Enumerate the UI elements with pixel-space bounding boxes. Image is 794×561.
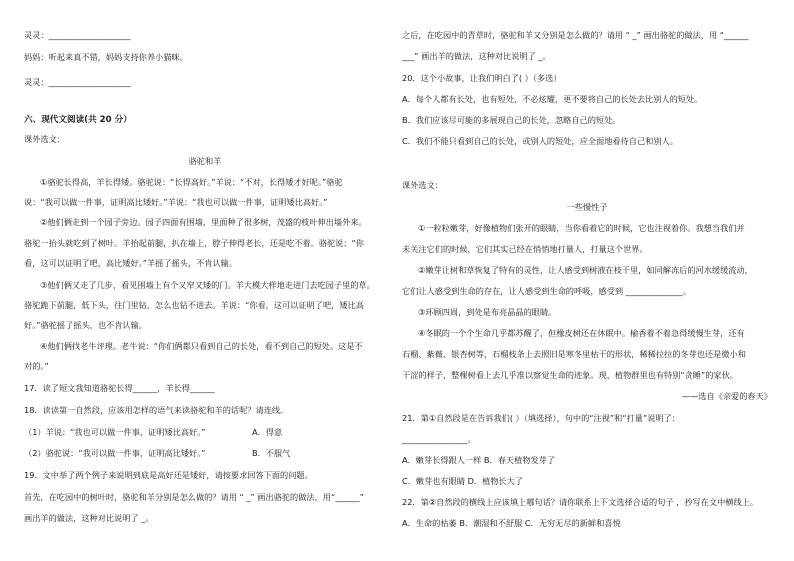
question-19: 19．文中举了两个例子来说明到底是高好还是矮好，请按要求回答下面的问题。 [24, 470, 313, 480]
passage2-line: ④冬眠的一个个生命几乎都苏醒了，但橡皮树还在休眠中。榆香着不着急得缓慢生芽，还有 [418, 328, 745, 338]
passage2-line: 它们让人感受到生命的存在，让人感受到生命的呼吸，感受到 ______________。 [402, 286, 692, 296]
passage2-source: ——选自《亲爱的春天》 [681, 391, 772, 401]
passage-line: ④他们俩找老牛评理。老牛说：“你们俩都只看到自己的长处，看不到自己的短处。这是不 [40, 341, 363, 351]
extra-reading-label: 课外选文： [24, 134, 65, 144]
q19-line-1: 首先，在吃园中的树叶时，骆驼和羊分别是怎么做的？请用 “ _” 画出骆驼的做法，用“______” [24, 492, 364, 502]
passage2-line: 干涩的样子，整棵树看上去几乎准以察觉生命的迹象。现，植物群里也有特别“贪睡”的家伙。 [402, 370, 738, 380]
dialogue-lingling-2: 灵灵：____________________ [24, 77, 131, 87]
passage2-line: ③环顾四周，到处是布亮晶晶的眼睛。 [418, 307, 557, 317]
q18-item-2: （2）骆驼说：“我可以做一件事，证明高比矮好。” [24, 448, 206, 458]
passage-line: 对的。” [24, 361, 49, 371]
q18-option-b: B．不服气 [252, 448, 291, 458]
question-21: 21．第①自然段是在告诉我们( ）（填选择），句中的“注视”和“打量”说明了： [402, 413, 680, 423]
q20-option-a: A．每个人都有长处，也有短处，不必炫耀，更不要将自己的长处去比别人的短处。 [402, 94, 703, 104]
passage-line: 骆驼一抬头就吃到了树叶。羊抬起前腿，扒在墙上，脖子伸得老长，还是吃不着。骆驼说：“你 [24, 238, 364, 248]
q19-continued-2: ___” 画出羊的做法，这种对比说明了 _。 [402, 51, 551, 61]
dialogue-lingling-1: 灵灵：____________________ [24, 30, 131, 40]
question-17: 17．读了短文我知道骆驼长得______，羊长得______ [24, 383, 215, 393]
q22-options: A．生命的枯萎 B．潮湿和不舒服 C．无穷无尽的新鲜和喜悦 [402, 518, 621, 528]
q19-line-2: 画出羊的做法，这种对比说明了 _。 [24, 513, 154, 523]
passage-line: ①骆驼长得高，羊长得矮。骆驼说：“长得高好。”羊说：“不对，长得矮才好呢。”骆驼 [40, 177, 343, 187]
q19-continued-1: 之后，在吃园中的青草时，骆驼和羊又分别是怎么做的？请用 “ _” 画出骆驼的做法，用 “______ [402, 30, 749, 40]
section-title: 六、现代文阅读(共 20 分） [24, 115, 132, 125]
passage2-line: 石榴、紫薇、银杏树等，石榴枝条上去照旧是寒冬里枯干的形状，稀稀拉拉的冬芽也还是微小和 [402, 349, 746, 359]
q20-option-b: B．我们应该尽可能的多展现自己的长处，忽略自己的短处。 [402, 115, 621, 125]
q21-options-ab: A．嫩芽长得跟人一样 B．春天植物发芽了 [402, 455, 556, 465]
passage2-line: 未关注它们的时候，它们其实已经在悄悄地打量人，打量这个世界。 [402, 244, 648, 254]
passage-line: 说：“我可以做一件事，证明高比矮好。”羊说：“我也可以做一件事，证明矮比高好。” [24, 197, 328, 207]
q21-options-cd: C．嫩芽也有眼睛 D．植物长大了 [402, 476, 524, 486]
passage-title-2: 一些慢性子 [566, 202, 608, 212]
q21-answer-blank: ________________。 [402, 434, 476, 444]
passage-line: 骆驼跪下前腿，低下头，往门里钻，怎么也钻不进去。羊说：“你看，这可以证明了吧，矮比高 [24, 300, 364, 310]
q20-option-c: C．我们不能只看到自己的长处，或别人的短处，应全面地看待自己和别人。 [402, 136, 678, 146]
passage2-line: ②嫩芽让树和草恢复了特有的灵性，让人感受到树液在枝干里，如同解冻后的河水缓缓流动， [418, 265, 753, 275]
question-18: 18．读读第一自然段，应该用怎样的语气来读骆驼和羊的话呢？请连线。 [24, 405, 289, 415]
passage2-line: ①一粒粒嫩芽，好像植物们张开的眼睛，当你看着它的时候，它也注视着你。我想当我们并 [418, 223, 745, 233]
extra-reading-label-2: 课外选文： [402, 180, 443, 190]
q18-item-1: （1）羊说：“我也可以做一件事，证明矮比高好。” [24, 427, 206, 437]
passage-line: 好。”骆驼摇了摇头，也不肯认输。 [24, 320, 147, 330]
dialogue-mom: 妈妈：听起来真不错，妈妈支持你养小猫咪。 [24, 52, 188, 62]
passage-title: 骆驼和羊 [188, 156, 222, 166]
question-22: 22．第②自然段的横线上应该填上哪句话？请你联系上下文选择合适的句子 ，抄写在文中横线上。 [402, 497, 759, 507]
question-20: 20．这个小故事，让我们明白了( ）（多选） [402, 73, 562, 83]
passage-line: ③他们俩又走了几步，看见围墙上有个又窄又矮的门。羊大模大样地走进门去吃园子里的草。 [40, 280, 375, 290]
q18-option-a: A．得意 [252, 427, 283, 437]
passage-line: 看，这可以证明了吧，高比矮好。”羊摇了摇头，不肯认输。 [24, 258, 238, 268]
passage-line: ②他们俩走到一个园子旁边。园子四面有围墙，里面种了很多树，茂盛的枝叶伸出墙外来。 [40, 217, 367, 227]
